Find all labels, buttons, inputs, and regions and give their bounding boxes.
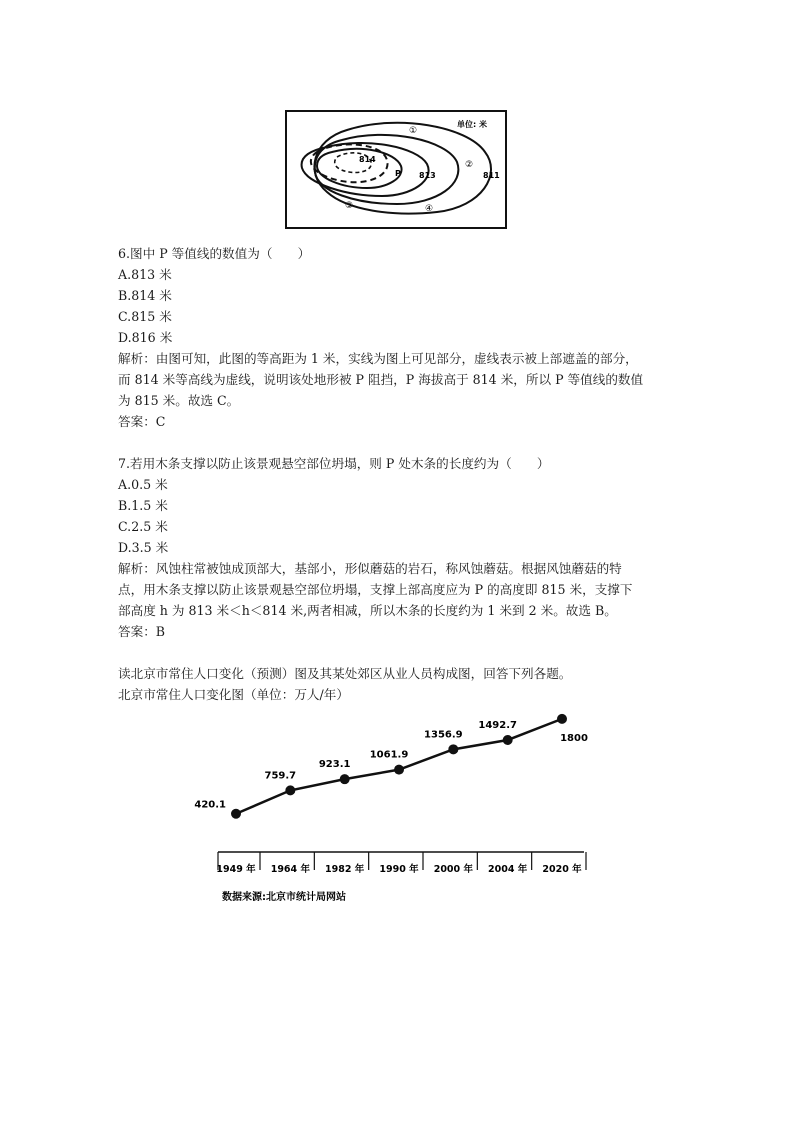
chart-source: 数据来源:北京市统计局网站 <box>222 892 346 903</box>
data-point <box>448 744 458 754</box>
q6-analysis-line-1: 解析：由图可知，此图的等高距为 1 米，实线为图上可见部分，虚线表示被上部遮盖的部分， <box>118 351 638 366</box>
q7-option-c: C.2.5 米 <box>118 519 168 534</box>
value-label: 1492.7 <box>478 720 517 732</box>
q6-answer: 答案：C <box>118 414 166 429</box>
map-marker-1: ① <box>409 126 418 136</box>
map-label-p: P <box>395 169 401 178</box>
category-label: 1990 年 <box>379 864 419 875</box>
q6-option-a: A.813 米 <box>118 267 172 282</box>
category-label: 1949 年 <box>216 864 256 875</box>
chart-intro: 读北京市常住人口变化（预测）图及其某处郊区从业人员构成图，回答下列各题。 <box>118 666 572 681</box>
q7-option-d: D.3.5 米 <box>118 540 169 555</box>
map-label-814: 814 <box>359 155 376 164</box>
map-label-811: 811 <box>483 171 500 180</box>
q6-stem: 6.图中 P 等值线的数值为（ ） <box>118 246 311 261</box>
value-label: 923.1 <box>318 759 351 771</box>
q6-option-d: D.816 米 <box>118 330 173 345</box>
map-marker-4: ④ <box>425 204 434 214</box>
q6-option-b: B.814 米 <box>118 288 172 303</box>
value-label: 1356.9 <box>424 729 463 741</box>
category-label: 1982 年 <box>325 864 365 875</box>
population-line-chart <box>194 700 592 910</box>
q7-analysis-line-2: 点，用木条支撑以防止该景观悬空部位坍塌，支撑上部高度应为 P 的高度即 815 米，支撑下 <box>118 582 633 597</box>
data-point <box>340 774 350 784</box>
value-label: 759.7 <box>264 770 297 782</box>
data-point <box>285 785 295 795</box>
value-labels <box>194 720 588 811</box>
q7-option-a: A.0.5 米 <box>118 477 168 492</box>
map-marker-2: ② <box>465 160 474 170</box>
map-unit-label: 单位: 米 <box>457 120 487 129</box>
chart-caption: 北京市常住人口变化图（单位：万人/年） <box>118 687 349 702</box>
value-label: 1800 <box>560 732 588 744</box>
map-marker-3: ③ <box>345 201 354 211</box>
q7-analysis-line-1: 解析：风蚀柱常被蚀成顶部大，基部小，形似蘑菇的岩石，称风蚀蘑菇。根据风蚀蘑菇的特 <box>118 561 622 576</box>
q6-option-c: C.815 米 <box>118 309 172 324</box>
contour-map-drawing <box>287 112 505 227</box>
category-labels <box>216 863 582 875</box>
category-label: 2000 年 <box>433 864 473 875</box>
data-point <box>394 765 404 775</box>
q6-analysis-line-2: 而 814 米等高线为虚线，说明该处地形被 P 阻挡，P 海拔高于 814 米，所以 P 等值线的数值 <box>118 372 644 387</box>
data-point <box>503 735 513 745</box>
q7-analysis-line-3: 部高度 h 为 813 米＜h＜814 米,两者相减，所以木条的长度约为 1 米到 2 米。故选 B。 <box>118 603 617 618</box>
value-label: 1061.9 <box>369 749 409 761</box>
value-label: 420.1 <box>194 799 226 811</box>
q7-stem: 7.若用木条支撑以防止该景观悬空部位坍塌，则 P 处木条的长度约为（ ） <box>118 456 550 471</box>
q7-answer: 答案：B <box>118 624 166 639</box>
category-label: 2004 年 <box>488 864 528 875</box>
category-label: 1964 年 <box>270 864 310 875</box>
category-label: 2020 年 <box>542 864 582 875</box>
map-label-813: 813 <box>419 171 436 180</box>
contour-map <box>285 110 507 229</box>
data-point <box>557 714 567 724</box>
q6-analysis-line-3: 为 815 米。故选 C。 <box>118 393 240 408</box>
data-point <box>231 809 241 819</box>
q7-option-b: B.1.5 米 <box>118 498 168 513</box>
